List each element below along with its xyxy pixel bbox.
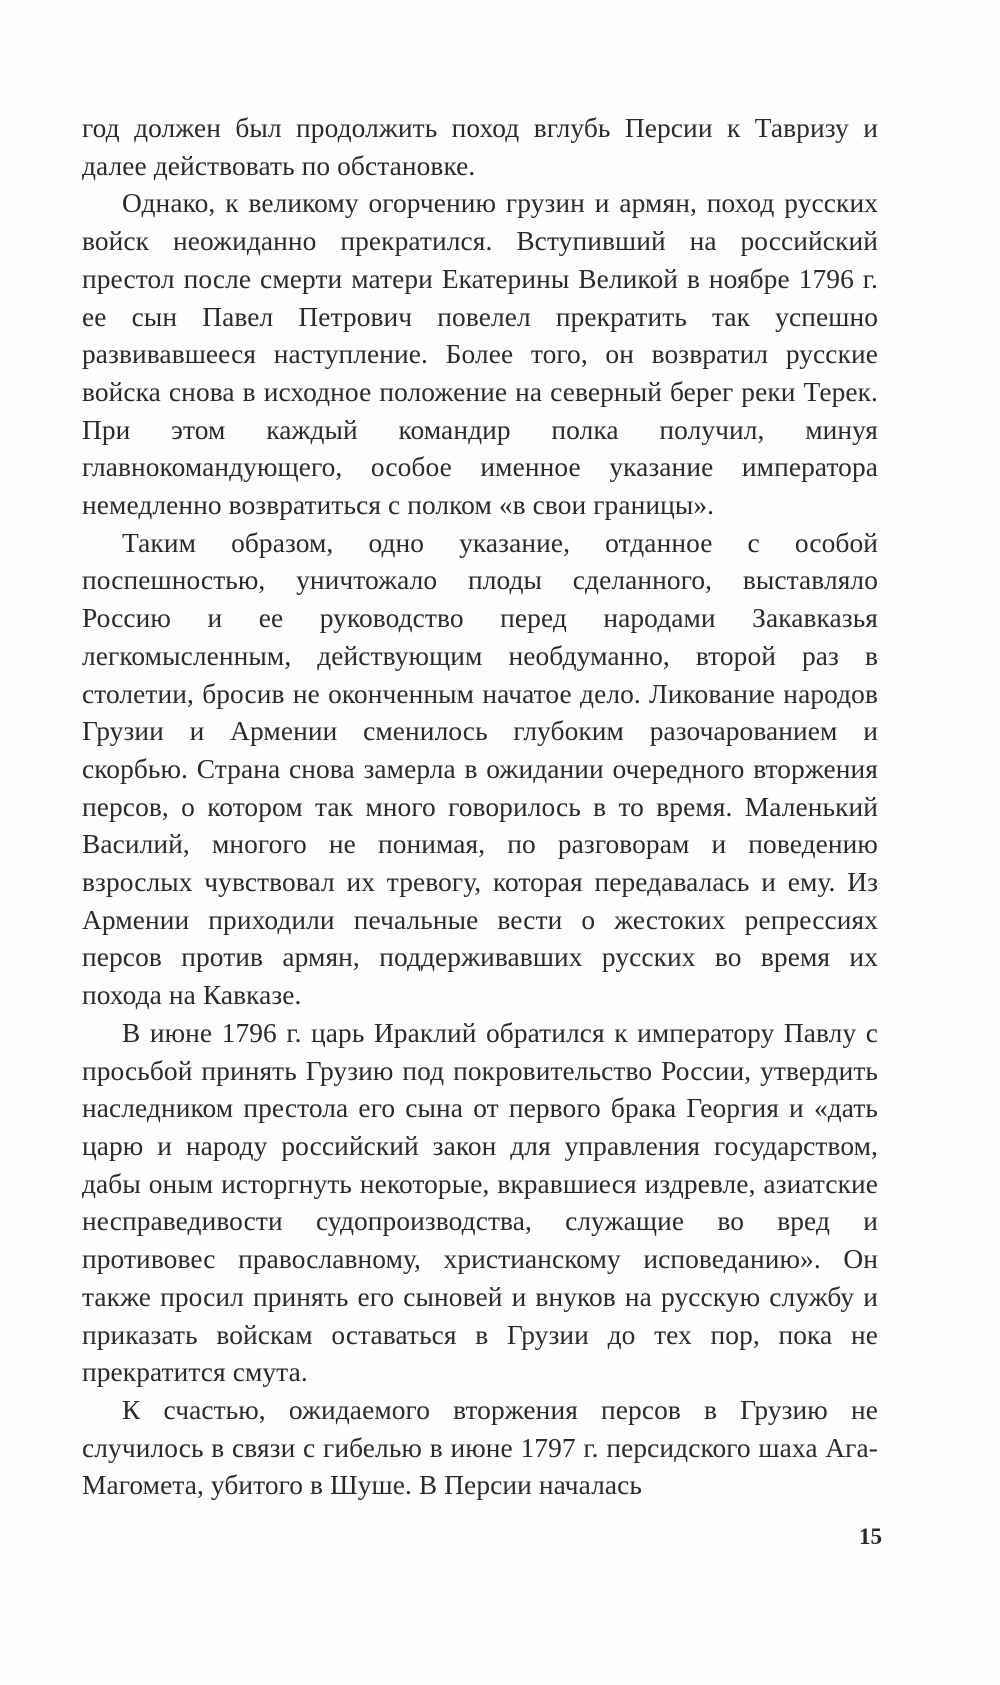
paragraph: В июне 1796 г. царь Ираклий обратился к императору Павлу с просьбой принять Грузию под покровительство России, утвердить наследником престола его сына от первого брака Георгия и «дать царю и народу российский закон для управления государством, дабы оным исторгнуть некоторые, вкравшиеся издревле, азиатские несправедивости судопроизводства, служащие во вред и противовес православному, христианскому исповеданию». Он также просил принять его сыновей и внуков на русскую службу и приказать войскам оставаться в Грузии до тех пор, пока не прекратится смута.: [82, 1017, 878, 1388]
paragraph: К счастью, ожидаемого вторжения персов в Грузию не случилось в связи с гибелью в июне 1797 г. персидского шаха Ага-Магомета, убитого в Шуше. В Персии началась: [82, 1394, 878, 1501]
body-text: [82, 110, 878, 1505]
paragraph-continuation: год должен был продолжить поход вглубь Персии к Тавризу и далее действовать по обстановке.: [82, 113, 878, 181]
page-number: 15: [859, 1524, 882, 1549]
paragraph: Таким образом, одно указание, отданное с особой поспешностью, уничтожало плоды сделанного, выставляло Россию и ее руководство перед народами Закавказья легкомысленным, действующим необдуманно, второй раз в столетии, бросив не оконченным начатое дело. Ликование народов Грузии и Армении сменилось глубоким разочарованием и скорбью. Страна снова замерла в ожидании очередного вторжения персов, о котором так много говорилось в то время. Маленький Василий, многого не понимая, по разговорам и поведению взрослых чувствовал их тревогу, которая передавалась и ему. Из Армении приходили печальные вести о жестоких репрессиях персов против армян, поддерживавших русских во время их похода на Кавказе.: [82, 527, 878, 1011]
paragraph: Однако, к великому огорчению грузин и армян, поход русских войск неожиданно прекратился. Вступивший на российский престол после смерти матери Екатерины Великой в ноябре 1796 г. ее сын Павел Петрович повелел прекратить так успешно развивавшееся наступление. Более того, он возвратил русские войска снова в исходное положение на северный берег реки Терек. При этом каждый командир полка получил, минуя главнокомандующего, особое именное указание императора немедленно возвратиться с полком «в свои границы».: [82, 188, 878, 521]
